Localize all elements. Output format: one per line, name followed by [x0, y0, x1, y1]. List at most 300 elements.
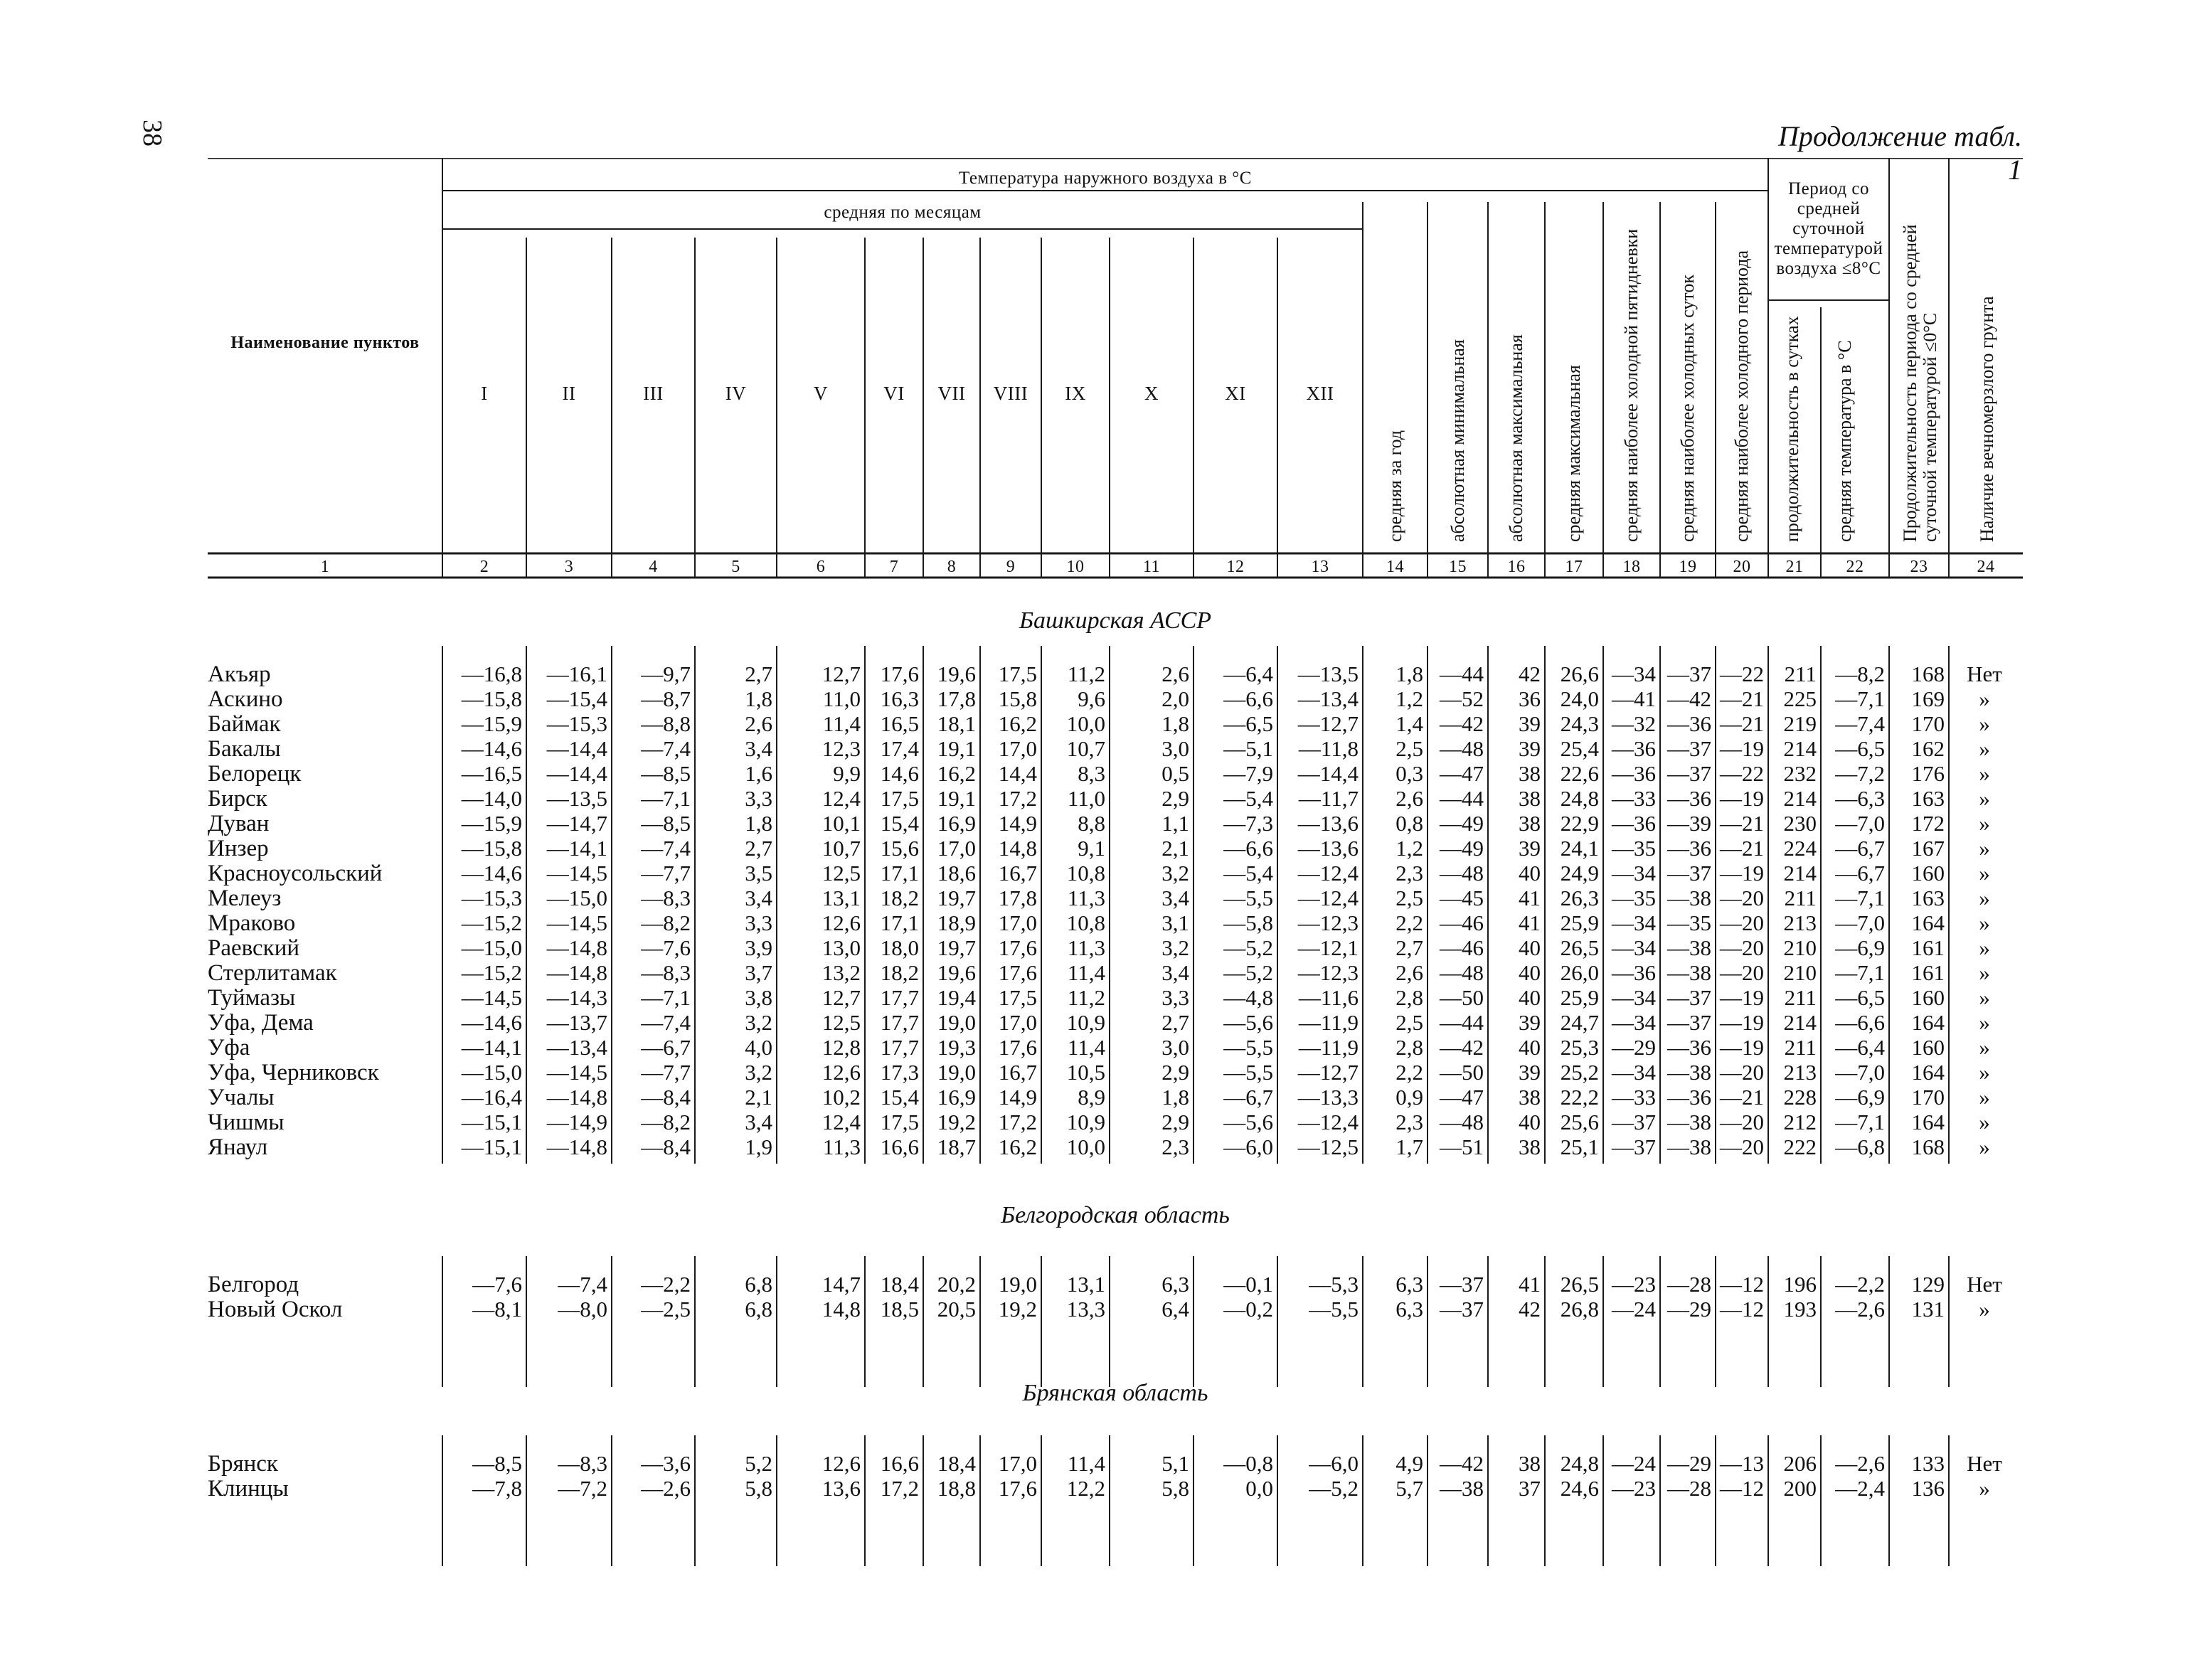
cell-col-23: 161	[1911, 960, 1945, 985]
cell-col-2: —15,1	[461, 1110, 522, 1134]
cell-col-7: 18,5	[880, 1297, 919, 1322]
cell-col-18: —23	[1612, 1476, 1656, 1501]
cell-col-11: 3,1	[1161, 910, 1189, 935]
column-number-24: 24	[1977, 558, 1995, 576]
cell-col-20: —20	[1720, 910, 1764, 935]
vertical-header-16: абсолютная максимальная	[1506, 334, 1526, 542]
cell-col-17: 26,3	[1560, 886, 1599, 910]
cell-col-7: 17,7	[880, 985, 919, 1010]
station-name: Мелеуз	[208, 886, 282, 911]
cell-col-6: 12,5	[822, 861, 861, 886]
cell-col-6: 13,0	[822, 935, 861, 960]
cell-col-13: —13,3	[1297, 1085, 1359, 1110]
cell-col-3: —14,4	[546, 736, 607, 761]
cell-col-17: 24,3	[1560, 711, 1599, 736]
cell-col-15: —50	[1440, 985, 1484, 1010]
cell-col-12: —5,5	[1223, 886, 1273, 910]
cell-col-19: —37	[1667, 661, 1711, 686]
cell-col-19: —29	[1667, 1451, 1711, 1476]
cell-col-6: 14,7	[822, 1272, 861, 1297]
station-name: Белгород	[208, 1272, 299, 1297]
cell-col-12: —6,7	[1223, 1085, 1273, 1110]
cell-col-19: —28	[1667, 1476, 1711, 1501]
cell-col-13: —5,3	[1309, 1272, 1359, 1297]
station-name: Баймак	[208, 711, 281, 737]
station-name: Раевский	[208, 935, 300, 961]
station-name: Дуван	[208, 811, 270, 836]
cell-col-19: —37	[1667, 861, 1711, 886]
cell-col-4: —7,7	[641, 861, 691, 886]
cell-col-14: 2,2	[1395, 910, 1423, 935]
cell-col-12: —6,0	[1223, 1134, 1273, 1159]
cell-col-14: 2,6	[1395, 786, 1423, 811]
cell-col-12: —5,6	[1223, 1010, 1273, 1035]
cell-col-4: —8,5	[641, 811, 691, 836]
cell-col-12: —5,1	[1223, 736, 1273, 761]
cell-col-4: —2,5	[641, 1297, 691, 1322]
cell-col-16: 40	[1519, 861, 1541, 886]
cell-col-3: —8,0	[558, 1297, 607, 1322]
station-name: Инзер	[208, 836, 269, 861]
cell-col-4: —8,2	[641, 910, 691, 935]
cell-col-21: 222	[1783, 1134, 1817, 1159]
cell-col-12: —5,2	[1223, 935, 1273, 960]
cell-col-20: —21	[1720, 711, 1764, 736]
cell-col-10: 11,2	[1067, 661, 1105, 686]
cell-col-16: 41	[1519, 910, 1541, 935]
cell-col-3: —15,4	[546, 686, 607, 711]
cell-col-16: 40	[1519, 960, 1541, 985]
station-name: Аскино	[208, 686, 283, 712]
cell-col-9: 14,9	[998, 1085, 1037, 1110]
cell-col-20: —20	[1720, 960, 1764, 985]
section-title: Башкирская АССР	[1019, 607, 1212, 634]
cell-col-17: 24,0	[1560, 686, 1599, 711]
cell-col-17: 25,3	[1560, 1035, 1599, 1060]
cell-col-10: 10,9	[1066, 1010, 1105, 1035]
cell-col-16: 38	[1519, 1451, 1541, 1476]
cell-col-21: 213	[1783, 1060, 1817, 1085]
vertical-header-21: продолжительность в сутках	[1782, 316, 1802, 542]
vertical-header-20: средняя наиболее холодного периода	[1731, 250, 1752, 542]
cell-col-9: 15,8	[998, 686, 1037, 711]
cell-col-6: 11,3	[822, 1134, 861, 1159]
column-number-5: 5	[731, 558, 740, 576]
cell-col-6: 12,6	[822, 1451, 861, 1476]
cell-col-3: —15,0	[546, 886, 607, 910]
cell-col-12: 0,0	[1245, 1476, 1273, 1501]
cell-col-3: —14,9	[546, 1110, 607, 1134]
cell-col-4: —8,5	[641, 761, 691, 786]
cell-col-16: 41	[1519, 1272, 1541, 1297]
cell-col-9: 16,2	[998, 711, 1037, 736]
cell-col-6: 11,4	[822, 711, 861, 736]
cell-col-9: 17,5	[998, 985, 1037, 1010]
cell-col-24: »	[1979, 836, 1990, 861]
cell-col-20: —22	[1720, 661, 1764, 686]
cell-col-23: 164	[1911, 910, 1945, 935]
cell-col-24: »	[1979, 935, 1990, 960]
cell-col-18: —34	[1612, 661, 1656, 686]
cell-col-23: 160	[1911, 985, 1945, 1010]
cell-col-7: 15,4	[880, 811, 919, 836]
cell-col-7: 17,2	[880, 1476, 919, 1501]
cell-col-6: 12,7	[822, 661, 861, 686]
station-name: Стерлитамак	[208, 960, 337, 986]
cell-col-21: 210	[1783, 960, 1817, 985]
cell-col-10: 10,8	[1066, 910, 1105, 935]
month-header-3: III	[643, 383, 664, 404]
cell-col-22: —7,1	[1835, 886, 1885, 910]
cell-col-22: —8,2	[1835, 661, 1885, 686]
cell-col-13: —12,4	[1297, 861, 1359, 886]
cell-col-13: —11,9	[1298, 1035, 1359, 1060]
cell-col-14: 1,8	[1395, 661, 1423, 686]
cell-col-20: —19	[1720, 985, 1764, 1010]
cell-col-11: 5,1	[1161, 1451, 1189, 1476]
cell-col-16: 40	[1519, 985, 1541, 1010]
cell-col-10: 8,3	[1078, 761, 1105, 786]
cell-col-6: 14,8	[822, 1297, 861, 1322]
cell-col-10: 11,3	[1067, 886, 1105, 910]
cell-col-2: —14,1	[461, 1035, 522, 1060]
cell-col-6: 9,9	[833, 761, 861, 786]
month-header-2: II	[562, 383, 576, 404]
cell-col-6: 12,6	[822, 910, 861, 935]
cell-col-9: 17,6	[998, 935, 1037, 960]
cell-col-20: —21	[1720, 686, 1764, 711]
station-name: Бакалы	[208, 736, 281, 762]
cell-col-24: »	[1979, 736, 1990, 761]
column-number-4: 4	[649, 558, 658, 576]
cell-col-17: 24,9	[1560, 861, 1599, 886]
cell-col-15: —51	[1440, 1134, 1484, 1159]
cell-col-17: 26,6	[1560, 661, 1599, 686]
cell-col-21: 225	[1783, 686, 1817, 711]
station-name: Янаул	[208, 1134, 268, 1160]
cell-col-3: —14,1	[546, 836, 607, 861]
cell-col-23: 160	[1911, 1035, 1945, 1060]
cell-col-20: —12	[1720, 1297, 1764, 1322]
cell-col-12: —7,3	[1223, 811, 1273, 836]
cell-col-3: —13,5	[546, 786, 607, 811]
cell-col-8: 19,2	[937, 1110, 976, 1134]
cell-col-22: —2,6	[1835, 1451, 1885, 1476]
cell-col-17: 25,9	[1560, 985, 1599, 1010]
cell-col-9: 17,6	[998, 1035, 1037, 1060]
cell-col-8: 18,7	[937, 1134, 976, 1159]
cell-col-24: »	[1979, 686, 1990, 711]
cell-col-17: 26,5	[1560, 1272, 1599, 1297]
cell-col-9: 14,4	[998, 761, 1037, 786]
month-header-5: V	[814, 383, 828, 404]
cell-col-23: 164	[1911, 1110, 1945, 1134]
cell-col-18: —24	[1612, 1451, 1656, 1476]
station-name: Клинцы	[208, 1476, 289, 1501]
cell-col-24: »	[1979, 1297, 1990, 1322]
cell-col-4: —2,2	[641, 1272, 691, 1297]
cell-col-12: —5,5	[1223, 1035, 1273, 1060]
cell-col-9: 17,6	[998, 1476, 1037, 1501]
cell-col-22: —7,2	[1835, 761, 1885, 786]
section-title: Белгородская область	[1001, 1202, 1230, 1228]
column-number-17: 17	[1565, 558, 1583, 576]
cell-col-17: 25,4	[1560, 736, 1599, 761]
cell-col-19: —38	[1667, 935, 1711, 960]
cell-col-13: —14,4	[1297, 761, 1359, 786]
cell-col-7: 17,6	[880, 661, 919, 686]
cell-col-4: —8,8	[641, 711, 691, 736]
cell-col-13: —11,6	[1298, 985, 1359, 1010]
cell-col-17: 26,0	[1560, 960, 1599, 985]
cell-col-24: »	[1979, 811, 1990, 836]
cell-col-11: 2,3	[1161, 1134, 1189, 1159]
cell-col-5: 1,9	[745, 1134, 772, 1159]
cell-col-10: 12,2	[1066, 1476, 1105, 1501]
cell-col-9: 16,2	[998, 1134, 1037, 1159]
cell-col-24: »	[1979, 1010, 1990, 1035]
cell-col-21: 214	[1783, 786, 1817, 811]
vertical-header-23: Продолжительность периода со средней суточной температурой ≤0°С	[1900, 224, 1940, 542]
cell-col-5: 5,2	[745, 1451, 772, 1476]
cell-col-18: —34	[1612, 861, 1656, 886]
cell-col-3: —16,1	[546, 661, 607, 686]
cell-col-5: 2,7	[745, 661, 772, 686]
cell-col-13: —12,4	[1297, 886, 1359, 910]
cell-col-21: 200	[1783, 1476, 1817, 1501]
cell-col-18: —33	[1612, 786, 1656, 811]
cell-col-17: 26,5	[1560, 935, 1599, 960]
cell-col-11: 3,4	[1161, 886, 1189, 910]
cell-col-3: —14,5	[546, 1060, 607, 1085]
column-number-1: 1	[320, 558, 330, 576]
cell-col-24: »	[1979, 786, 1990, 811]
cell-col-22: —7,1	[1835, 1110, 1885, 1134]
cell-col-17: 25,9	[1560, 910, 1599, 935]
cell-col-2: —8,5	[472, 1451, 522, 1476]
cell-col-4: —2,6	[641, 1476, 691, 1501]
station-name: Красноусольский	[208, 861, 383, 886]
cell-col-6: 12,3	[822, 736, 861, 761]
cell-col-22: —6,7	[1835, 861, 1885, 886]
cell-col-11: 3,2	[1161, 861, 1189, 886]
cell-col-18: —34	[1612, 910, 1656, 935]
column-number-14: 14	[1386, 558, 1404, 576]
column-number-19: 19	[1679, 558, 1697, 576]
cell-col-14: 2,8	[1395, 985, 1423, 1010]
cell-col-23: 168	[1911, 1134, 1945, 1159]
cell-col-4: —6,7	[641, 1035, 691, 1060]
cell-col-4: —8,3	[641, 960, 691, 985]
cell-col-18: —34	[1612, 1060, 1656, 1085]
column-number-11: 11	[1142, 558, 1161, 576]
cell-col-23: 160	[1911, 861, 1945, 886]
cell-col-19: —38	[1667, 1060, 1711, 1085]
cell-col-8: 18,8	[937, 1476, 976, 1501]
cell-col-20: —20	[1720, 886, 1764, 910]
cell-col-14: 1,2	[1395, 686, 1423, 711]
cell-col-4: —8,7	[641, 686, 691, 711]
month-header-11: XI	[1225, 383, 1246, 404]
cell-col-15: —37	[1440, 1272, 1484, 1297]
cell-col-21: 212	[1783, 1110, 1817, 1134]
cell-col-23: 161	[1911, 935, 1945, 960]
cell-col-22: —6,3	[1835, 786, 1885, 811]
cell-col-7: 17,7	[880, 1035, 919, 1060]
cell-col-15: —44	[1440, 661, 1484, 686]
cell-col-3: —8,3	[558, 1451, 607, 1476]
cell-col-8: 18,9	[937, 910, 976, 935]
cell-col-24: »	[1979, 985, 1990, 1010]
cell-col-2: —14,6	[461, 861, 522, 886]
cell-col-6: 12,6	[822, 1060, 861, 1085]
cell-col-16: 37	[1519, 1476, 1541, 1501]
cell-col-7: 17,1	[880, 910, 919, 935]
station-name: Акъяр	[208, 661, 271, 687]
station-name: Новый Оскол	[208, 1297, 343, 1322]
cell-col-13: —13,6	[1297, 836, 1359, 861]
cell-col-9: 17,2	[998, 786, 1037, 811]
cell-col-4: —7,1	[641, 786, 691, 811]
cell-col-7: 17,3	[880, 1060, 919, 1085]
cell-col-19: —35	[1667, 910, 1711, 935]
cell-col-7: 17,5	[880, 1110, 919, 1134]
cell-col-19: —38	[1667, 960, 1711, 985]
cell-col-7: 15,6	[880, 836, 919, 861]
cell-col-17: 25,1	[1560, 1134, 1599, 1159]
cell-col-8: 19,3	[937, 1035, 976, 1060]
cell-col-10: 11,4	[1067, 960, 1105, 985]
cell-col-15: —44	[1440, 1010, 1484, 1035]
cell-col-13: —11,8	[1298, 736, 1359, 761]
cell-col-19: —37	[1667, 761, 1711, 786]
vertical-header-22: средняя температура в °С	[1834, 340, 1855, 542]
cell-col-13: —12,1	[1297, 935, 1359, 960]
cell-col-5: 3,3	[745, 786, 772, 811]
station-name: Белорецк	[208, 761, 302, 787]
cell-col-5: 6,8	[745, 1272, 772, 1297]
cell-col-24: »	[1979, 861, 1990, 886]
cell-col-5: 3,8	[745, 985, 772, 1010]
cell-col-16: 38	[1519, 786, 1541, 811]
cell-col-7: 18,4	[880, 1272, 919, 1297]
cell-col-14: 2,6	[1395, 960, 1423, 985]
cell-col-11: 3,4	[1161, 960, 1189, 985]
cell-col-15: —47	[1440, 1085, 1484, 1110]
cell-col-16: 39	[1519, 736, 1541, 761]
cell-col-15: —44	[1440, 786, 1484, 811]
cell-col-24: Нет	[1967, 1451, 2002, 1476]
station-name: Уфа, Черниковск	[208, 1060, 379, 1085]
cell-col-16: 39	[1519, 836, 1541, 861]
cell-col-17: 24,1	[1560, 836, 1599, 861]
cell-col-12: —5,8	[1223, 910, 1273, 935]
cell-col-21: 196	[1783, 1272, 1817, 1297]
cell-col-17: 24,8	[1560, 1451, 1599, 1476]
cell-col-7: 17,7	[880, 1010, 919, 1035]
cell-col-19: —38	[1667, 1110, 1711, 1134]
cell-col-9: 17,0	[998, 1010, 1037, 1035]
cell-col-12: —7,9	[1223, 761, 1273, 786]
cell-col-20: —20	[1720, 1110, 1764, 1134]
cell-col-13: —13,6	[1297, 811, 1359, 836]
cell-col-13: —5,2	[1309, 1476, 1359, 1501]
cell-col-17: 22,2	[1560, 1085, 1599, 1110]
cell-col-18: —41	[1612, 686, 1656, 711]
cell-col-22: —6,4	[1835, 1035, 1885, 1060]
cell-col-20: —19	[1720, 786, 1764, 811]
cell-col-9: 19,2	[998, 1297, 1037, 1322]
station-name: Уфа	[208, 1035, 250, 1060]
column-number-2: 2	[479, 558, 489, 576]
cell-col-8: 18,4	[937, 1451, 976, 1476]
cell-col-12: —0,2	[1223, 1297, 1273, 1322]
cell-col-22: —7,0	[1835, 811, 1885, 836]
cell-col-17: 25,2	[1560, 1060, 1599, 1085]
cell-col-9: 19,0	[998, 1272, 1037, 1297]
cell-col-14: 6,3	[1395, 1272, 1423, 1297]
cell-col-10: 11,0	[1067, 786, 1105, 811]
cell-col-22: —2,2	[1835, 1272, 1885, 1297]
cell-col-2: —14,6	[461, 1010, 522, 1035]
cell-col-3: —15,3	[546, 711, 607, 736]
cell-col-2: —14,5	[461, 985, 522, 1010]
cell-col-9: 16,7	[998, 1060, 1037, 1085]
cell-col-22: —6,9	[1835, 935, 1885, 960]
cell-col-18: —24	[1612, 1297, 1656, 1322]
cell-col-9: 16,7	[998, 861, 1037, 886]
cell-col-22: —6,9	[1835, 1085, 1885, 1110]
cell-col-2: —16,8	[461, 661, 522, 686]
cell-col-14: 0,9	[1395, 1085, 1423, 1110]
cell-col-18: —34	[1612, 985, 1656, 1010]
cell-col-15: —49	[1440, 811, 1484, 836]
cell-col-18: —36	[1612, 761, 1656, 786]
cell-col-8: 18,6	[937, 861, 976, 886]
cell-col-16: 40	[1519, 1110, 1541, 1134]
cell-col-16: 38	[1519, 811, 1541, 836]
cell-col-19: —36	[1667, 1035, 1711, 1060]
cell-col-14: 5,7	[1395, 1476, 1423, 1501]
cell-col-9: 17,0	[998, 736, 1037, 761]
cell-col-20: —21	[1720, 836, 1764, 861]
cell-col-23: 170	[1911, 1085, 1945, 1110]
cell-col-3: —14,4	[546, 761, 607, 786]
cell-col-19: —36	[1667, 786, 1711, 811]
cell-col-17: 24,7	[1560, 1010, 1599, 1035]
column-number-6: 6	[816, 558, 826, 576]
cell-col-23: 163	[1911, 786, 1945, 811]
cell-col-23: 133	[1911, 1451, 1945, 1476]
cell-col-12: —6,4	[1223, 661, 1273, 686]
cell-col-4: —8,2	[641, 1110, 691, 1134]
cell-col-20: —13	[1720, 1451, 1764, 1476]
cell-col-11: 2,9	[1161, 1060, 1189, 1085]
cell-col-11: 2,9	[1161, 786, 1189, 811]
cell-col-18: —33	[1612, 1085, 1656, 1110]
cell-col-4: —9,7	[641, 661, 691, 686]
cell-col-19: —38	[1667, 886, 1711, 910]
cell-col-11: 5,8	[1161, 1476, 1189, 1501]
column-number-10: 10	[1066, 558, 1085, 576]
cell-col-18: —35	[1612, 836, 1656, 861]
cell-col-10: 9,1	[1078, 836, 1105, 861]
cell-col-20: —19	[1720, 861, 1764, 886]
cell-col-22: —7,1	[1835, 960, 1885, 985]
cell-col-5: 3,9	[745, 935, 772, 960]
cell-col-23: 131	[1911, 1297, 1945, 1322]
cell-col-14: 0,8	[1395, 811, 1423, 836]
